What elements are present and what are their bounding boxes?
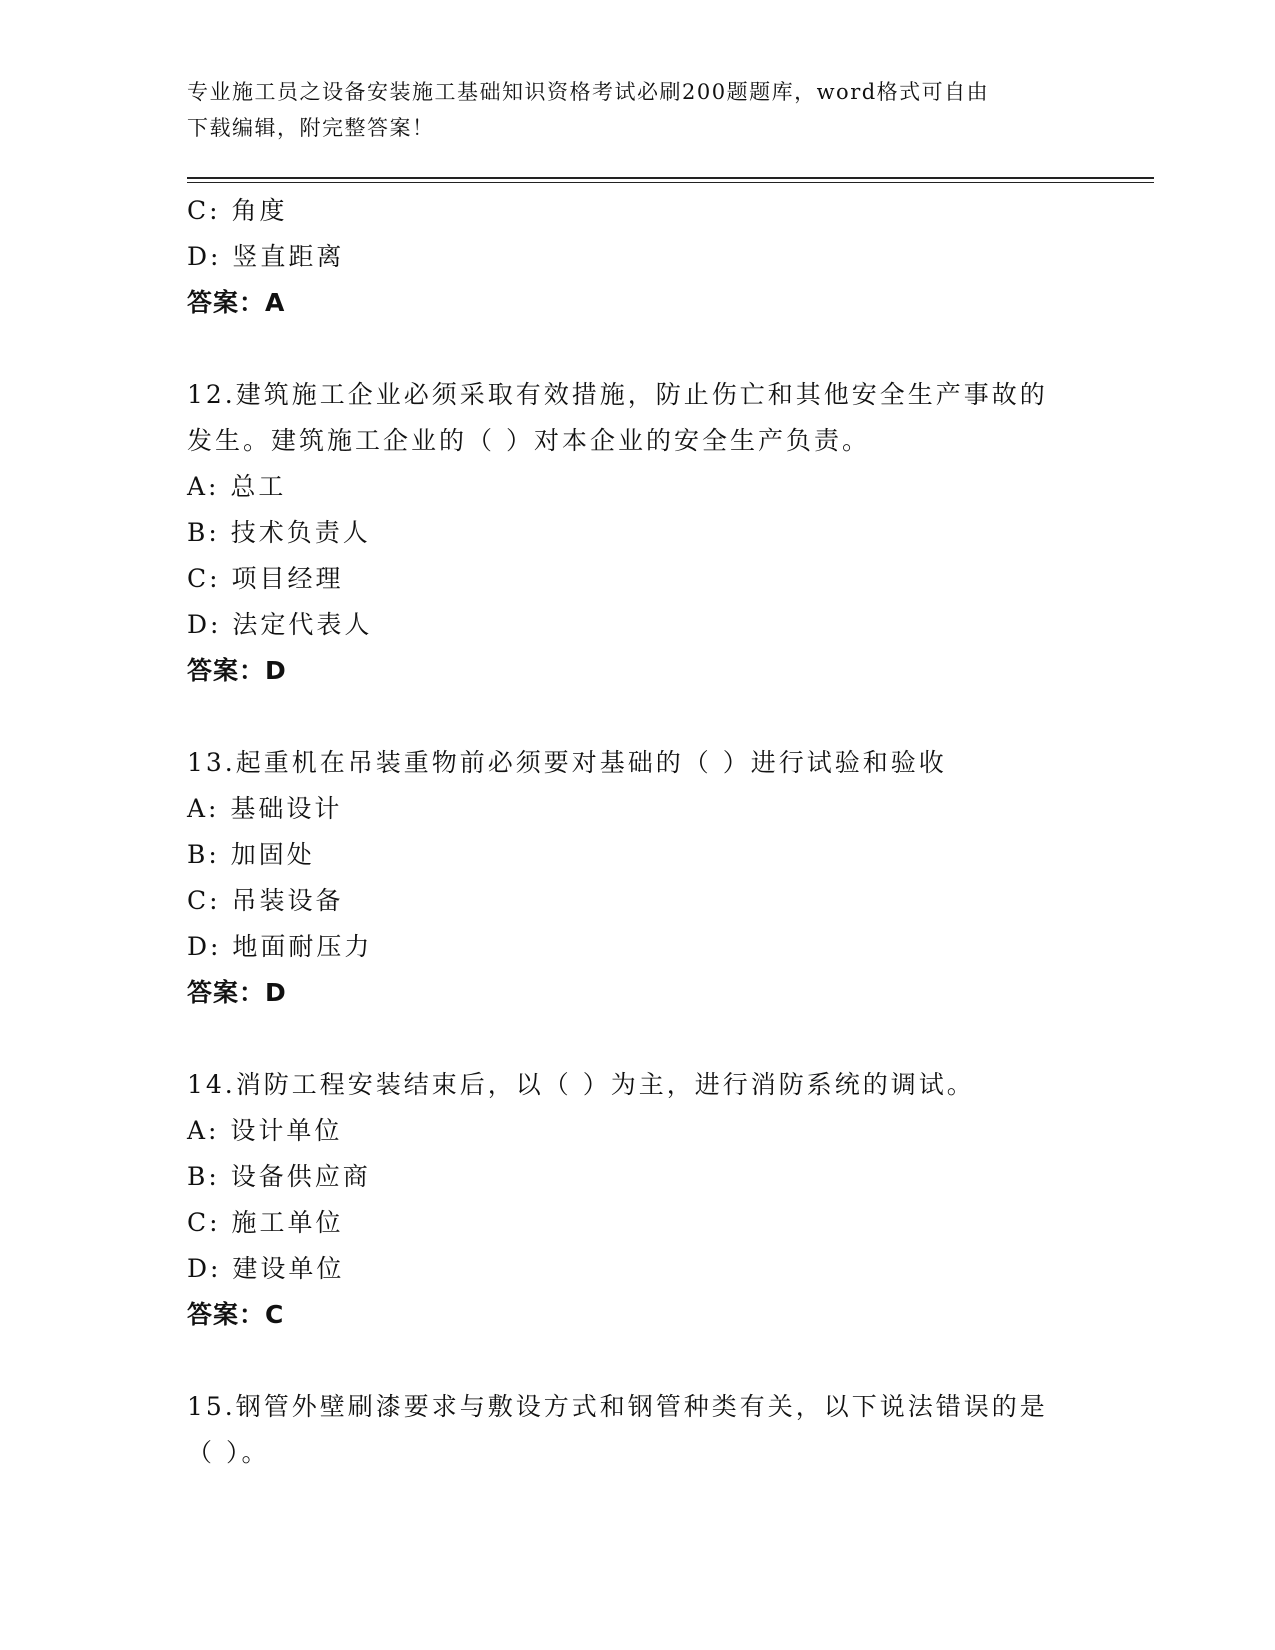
spacer — [187, 694, 1087, 740]
option-c: C: 吊装设备 — [187, 886, 344, 915]
question-13 — [187, 740, 1087, 1016]
answer: 答案：D — [187, 978, 287, 1007]
option-a: A: 总工 — [187, 472, 287, 501]
option-b: B: 技术负责人 — [187, 518, 371, 547]
question-14 — [187, 1062, 1087, 1338]
answer: 答案：A — [187, 288, 286, 317]
spacer — [187, 1016, 1087, 1062]
question-stem: （ ）。 — [187, 1438, 270, 1467]
option-b: B: 设备供应商 — [187, 1162, 371, 1191]
option-b: B: 加固处 — [187, 840, 315, 869]
answer: 答案：C — [187, 1300, 285, 1329]
answer: 答案：D — [187, 656, 287, 685]
question-15 — [187, 1384, 1087, 1476]
header-line-1: 专业施工员之设备安装施工基础知识资格考试必刷200题题库，word格式可自由 — [187, 80, 990, 104]
question-stem: 13.起重机在吊装重物前必须要对基础的（ ）进行试验和验收 — [187, 748, 947, 777]
option-c: C: 角度 — [187, 196, 288, 225]
spacer — [187, 326, 1087, 372]
option-c: C: 施工单位 — [187, 1208, 344, 1237]
header-line-2: 下载编辑，附完整答案！ — [187, 116, 435, 140]
question-list — [187, 188, 1087, 1476]
spacer — [187, 1338, 1087, 1384]
option-a: A: 基础设计 — [187, 794, 343, 823]
option-c: C: 项目经理 — [187, 564, 344, 593]
option-d: D: 竖直距离 — [187, 242, 345, 271]
option-d: D: 地面耐压力 — [187, 932, 373, 961]
option-d: D: 法定代表人 — [187, 610, 373, 639]
option-d: D: 建设单位 — [187, 1254, 345, 1283]
header-divider-thick — [187, 177, 1154, 179]
question-12 — [187, 372, 1087, 694]
question-11-continued — [187, 188, 1087, 326]
question-stem: 15.钢管外壁刷漆要求与敷设方式和钢管种类有关，以下说法错误的是 — [187, 1392, 1048, 1421]
question-stem: 发生。建筑施工企业的（ ）对本企业的安全生产负责。 — [187, 426, 870, 455]
question-stem: 12.建筑施工企业必须采取有效措施，防止伤亡和其他安全生产事故的 — [187, 380, 1048, 409]
document-header — [187, 74, 1087, 146]
question-stem: 14.消防工程安装结束后，以（ ）为主，进行消防系统的调试。 — [187, 1070, 975, 1099]
option-a: A: 设计单位 — [187, 1116, 343, 1145]
header-divider-thin — [187, 182, 1154, 183]
